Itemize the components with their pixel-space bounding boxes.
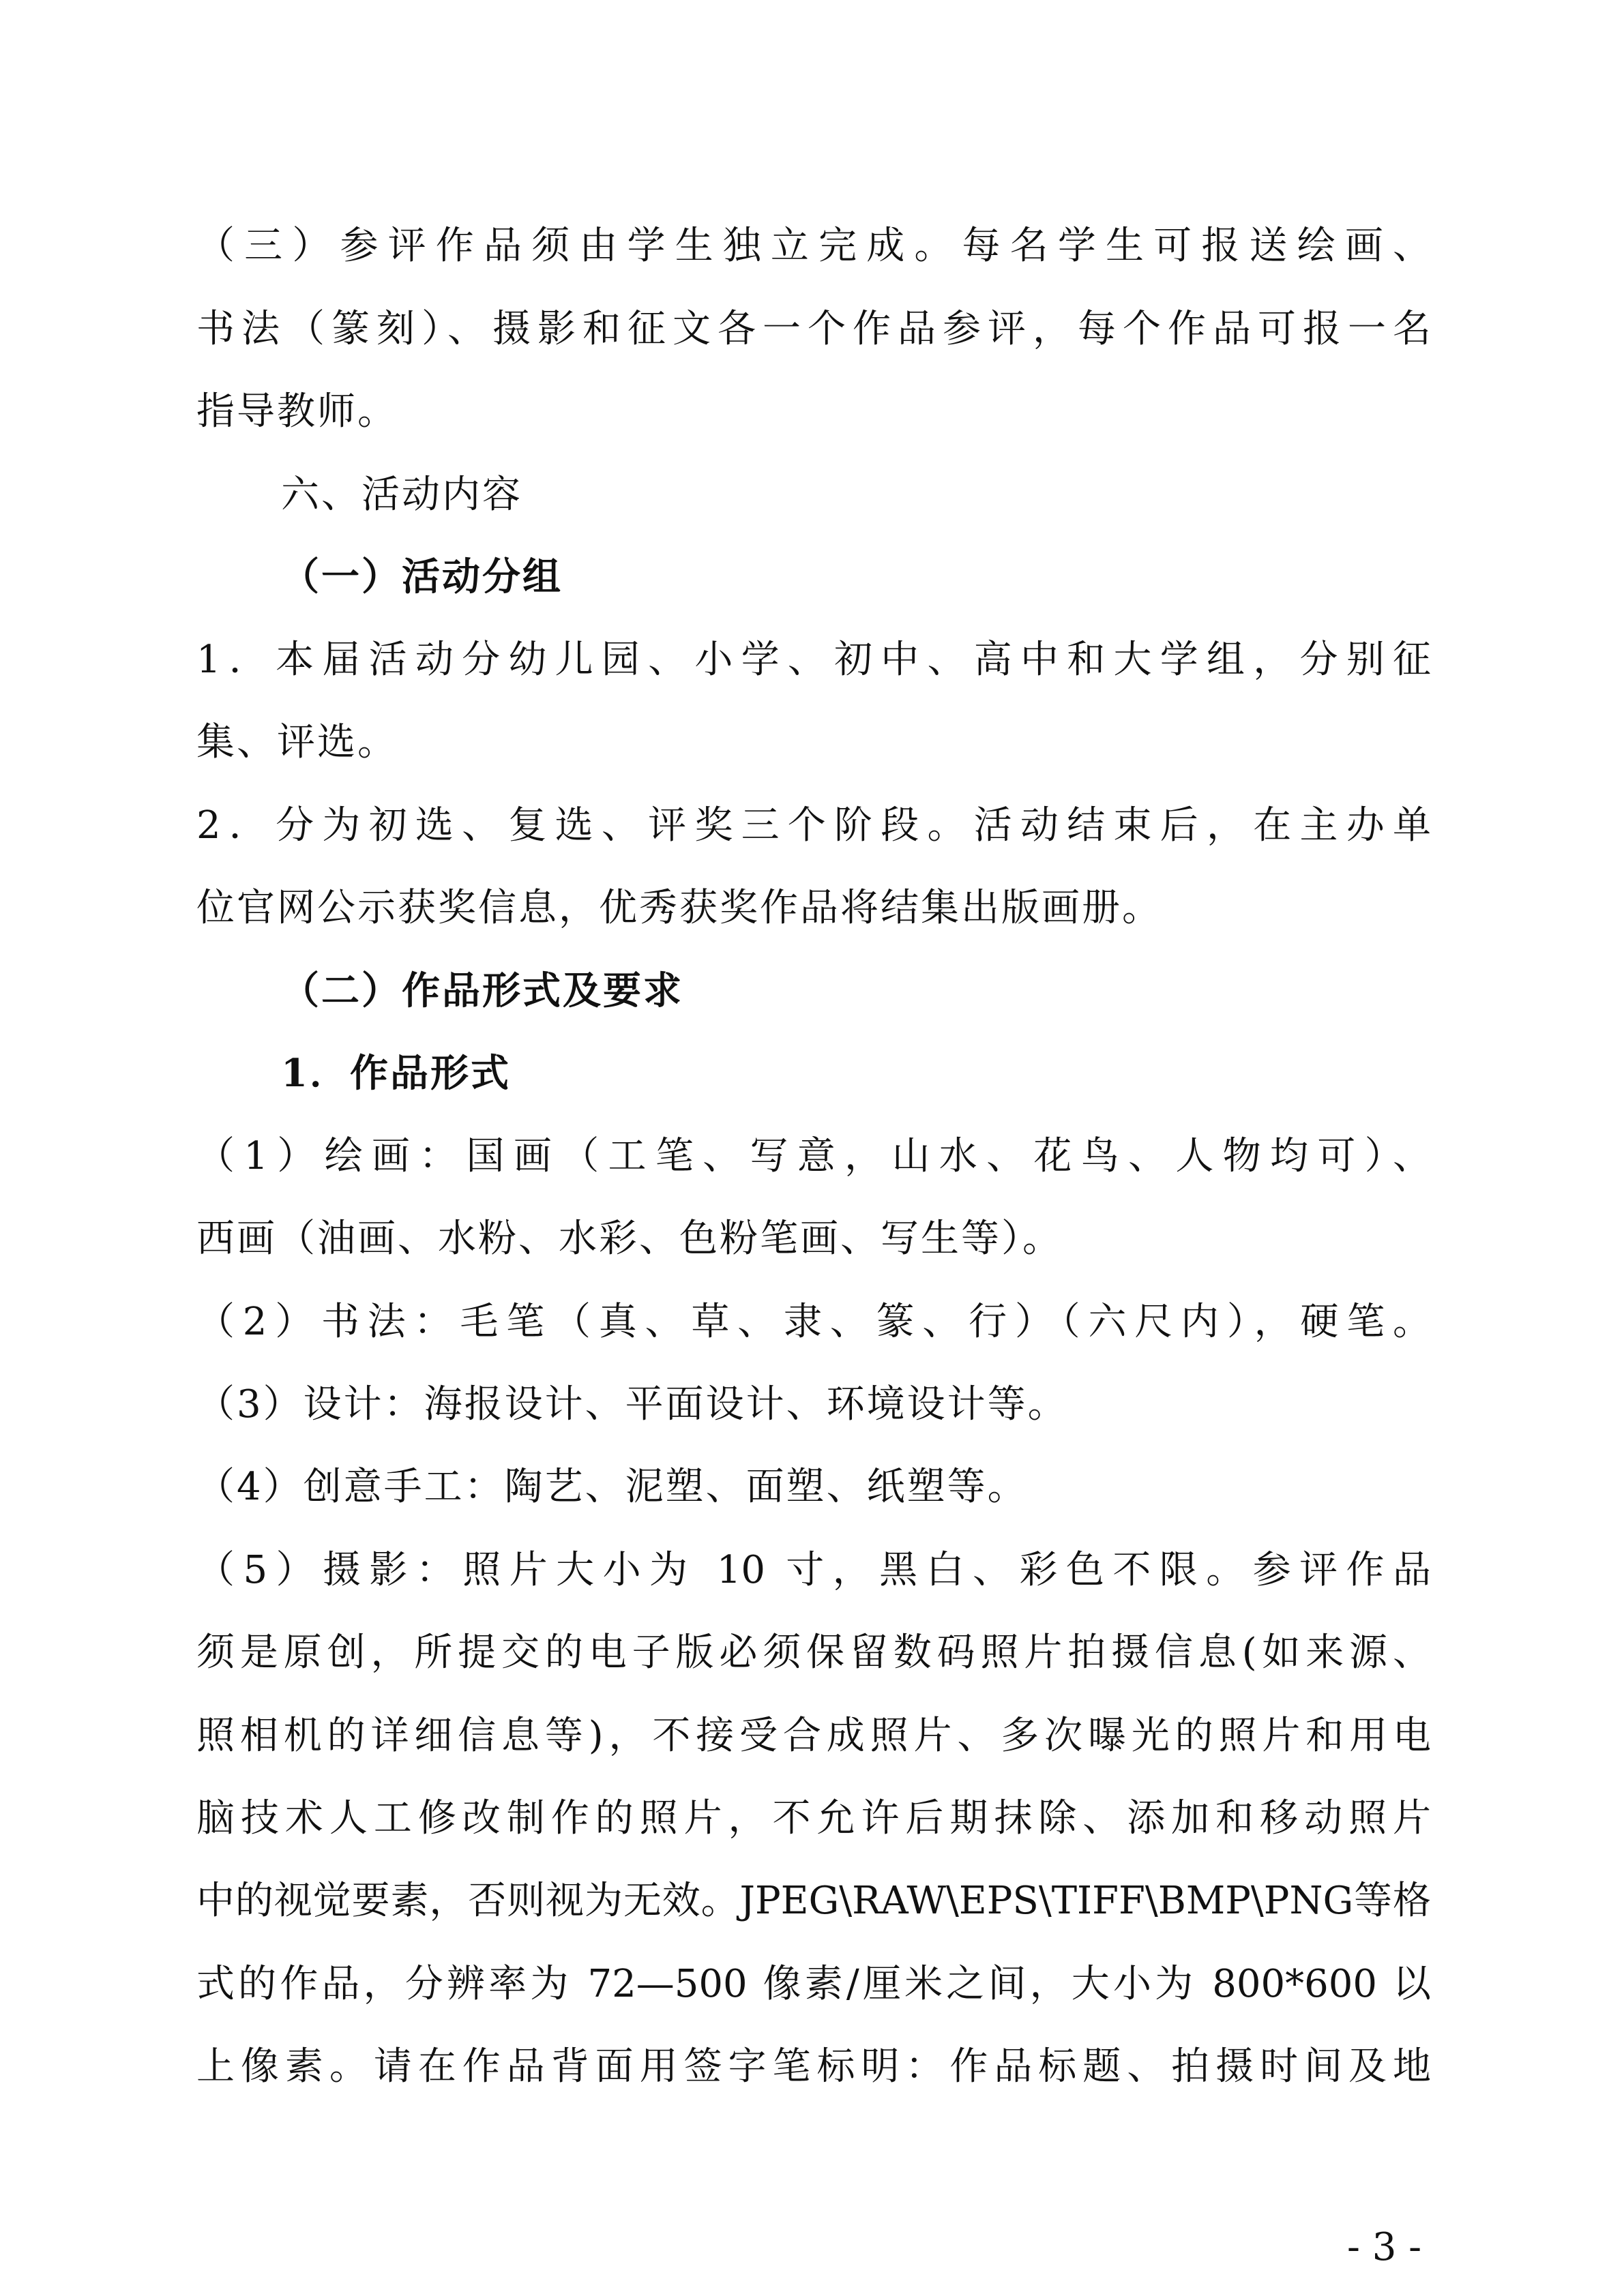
item-1-line-1: 1．本届活动分幼儿园、小学、初中、高中和大学组，分别征 <box>196 638 1431 682</box>
item-2-line-2: 位官网公示获奖信息，优秀获奖作品将结集出版画册。 <box>196 886 1162 930</box>
photography-line-5: 中的视觉要素，否则视为无效。JPEG\RAW\EPS\TIFF\BMP\PNG等格 <box>196 1879 1431 1923</box>
photography-line-6: 式的作品，分辨率为 72—500 像素/厘米之间，大小为 800*600 以 <box>196 1962 1431 2006</box>
section-6-heading: 六、活动内容 <box>281 473 522 517</box>
page-number: - 3 - <box>1347 2225 1422 2269</box>
handcraft-line: （4）创意手工：陶艺、泥塑、面塑、纸塑等。 <box>196 1465 1028 1509</box>
item-1-line-2: 集、评选。 <box>196 720 398 764</box>
paragraph-3-line-2: 书法（篆刻）、摄影和征文各一个作品参评，每个作品可报一名 <box>196 307 1431 351</box>
calligraphy-line: （2）书法：毛笔（真、草、隶、篆、行）（六尺内），硬笔。 <box>196 1300 1431 1344</box>
paragraph-3-line-1: （三）参评作品须由学生独立完成。每名学生可报送绘画、 <box>196 224 1431 268</box>
photography-line-3: 照相机的详细信息等)，不接受合成照片、多次曝光的照片和用电 <box>196 1714 1431 1758</box>
subsection-1-heading: （一）活动分组 <box>281 554 563 599</box>
painting-line-2: 西画（油画、水粉、水彩、色粉笔画、写生等）。 <box>196 1217 1063 1261</box>
subsection-2-heading: （二）作品形式及要求 <box>281 968 683 1013</box>
design-line: （3）设计：海报设计、平面设计、环境设计等。 <box>196 1382 1068 1427</box>
photography-line-2: 须是原创，所提交的电子版必须保留数码照片拍摄信息(如来源、 <box>196 1630 1431 1675</box>
painting-line-1: （1）绘画：国画（工笔、写意，山水、花鸟、人物均可）、 <box>196 1134 1431 1178</box>
photography-line-7: 上像素。请在作品背面用签字笔标明：作品标题、拍摄时间及地 <box>196 2044 1431 2089</box>
photography-line-4: 脑技术人工修改制作的照片，不允许后期抹除、添加和移动照片 <box>196 1796 1431 1840</box>
item-2-line-1: 2．分为初选、复选、评奖三个阶段。活动结束后，在主办单 <box>196 803 1431 848</box>
paragraph-3-line-3: 指导教师。 <box>196 389 398 434</box>
photography-line-1: （5）摄影：照片大小为 10 寸，黑白、彩色不限。参评作品 <box>196 1548 1431 1592</box>
form-heading: 1．作品形式 <box>281 1051 511 1096</box>
